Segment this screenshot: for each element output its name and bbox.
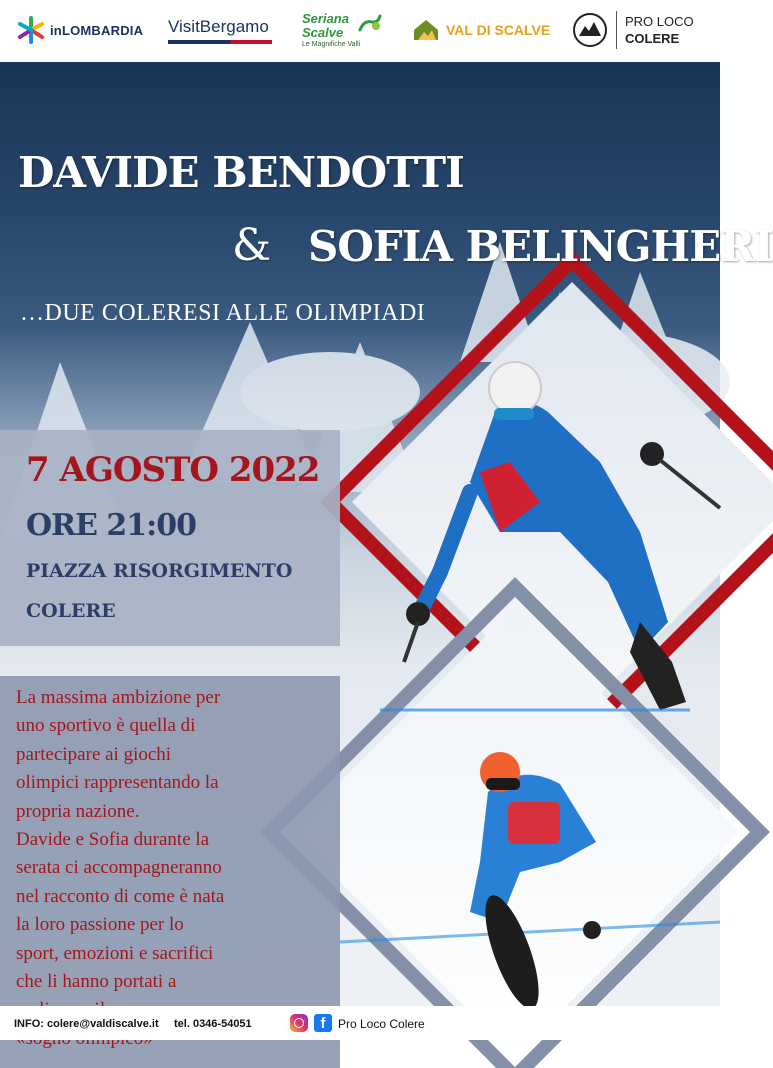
proloco-separator bbox=[616, 11, 617, 49]
subtitle: …DUE COLERESI ALLE OLIMPIADI bbox=[20, 300, 426, 326]
event-place-line2: COLERE bbox=[26, 600, 116, 622]
visitbergamo-logo[interactable] bbox=[168, 10, 272, 50]
proloco-line1: PRO LOCO bbox=[625, 14, 694, 29]
visitbergamo-logo-text: VisitBergamo bbox=[168, 16, 269, 36]
lombardia-logo-text: inLOMBARDIA bbox=[50, 22, 144, 38]
event-description: La massima ambizione per uno sportivo è quella di partecipare ai giochi olimpici rappresentando la propria nazione. Davide e Sofia durante la serata ci accompagneranno nel racconto di come è nata la loro passione per lo sport, emozioni e sacrifici che li hanno portati a bbox=[16, 687, 225, 993]
event-place-line1: PIAZZA RISORGIMENTO bbox=[26, 560, 293, 582]
title-ampersand: & bbox=[232, 220, 272, 271]
proloco-logo-text bbox=[625, 13, 694, 47]
lombardia-logo[interactable] bbox=[16, 10, 143, 50]
athlete-name-sofia: SOFIA BELINGHERI bbox=[308, 222, 773, 271]
event-time: ORE 21:00 bbox=[26, 508, 196, 543]
valdiscalve-logo[interactable] bbox=[412, 10, 550, 50]
event-date: 7 AGOSTO 2022 bbox=[26, 450, 320, 490]
footer-social-page[interactable]: Pro Loco Colere bbox=[338, 1017, 425, 1031]
proloco-seal-icon bbox=[572, 12, 608, 48]
seriana-scalve-logo[interactable] bbox=[302, 10, 360, 50]
valdiscalve-house-icon bbox=[412, 18, 440, 42]
logo-bar bbox=[0, 0, 720, 62]
visitbergamo-bar-icon bbox=[168, 40, 272, 44]
lombardia-star-icon bbox=[16, 15, 46, 45]
footer-telephone[interactable]: tel. 0346-54051 bbox=[174, 1018, 252, 1030]
footer-info-email[interactable]: INFO: colere@valdiscalve.it bbox=[14, 1018, 159, 1030]
proloco-logo[interactable] bbox=[572, 8, 694, 52]
seriana-logo-line2: Scalve bbox=[302, 24, 344, 40]
seriana-logo-line1: Seriana bbox=[302, 10, 349, 26]
athlete-name-davide: DAVIDE BENDOTTI bbox=[18, 148, 464, 197]
facebook-icon[interactable]: f bbox=[314, 1014, 332, 1032]
valdiscalve-logo-text: VAL DI SCALVE bbox=[446, 22, 551, 38]
footer bbox=[0, 1006, 720, 1040]
hero-background bbox=[0, 62, 773, 1006]
instagram-icon[interactable] bbox=[290, 1014, 308, 1032]
seriana-deer-icon bbox=[356, 12, 382, 34]
seriana-logo-tagline: Le Magnifiche Valli bbox=[302, 40, 361, 48]
proloco-line2: COLERE bbox=[625, 31, 680, 46]
